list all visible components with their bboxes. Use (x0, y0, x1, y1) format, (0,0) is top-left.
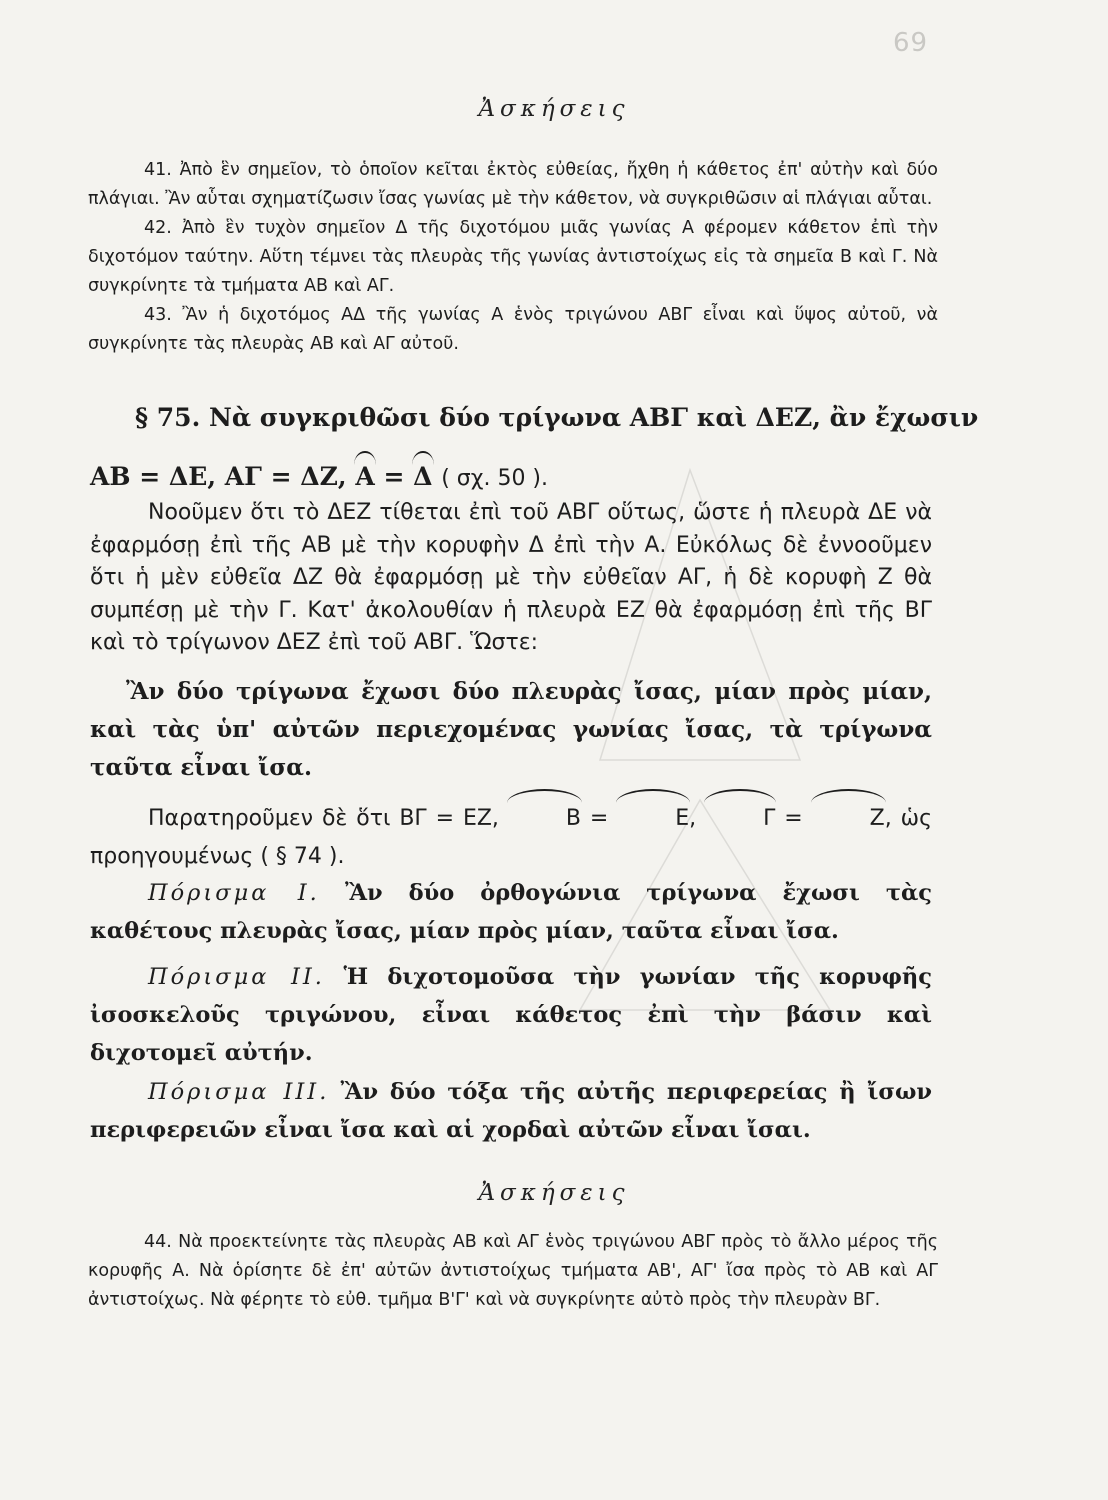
section-title: § 75. Νὰ συγκριθῶσι δύο τρίγωνα ΑΒΓ καὶ ΔΕΖ, ἂν ἔχωσιν (135, 403, 979, 432)
remark-end: , ὡς προηγουμένως ( § 74 ). (90, 806, 933, 869)
remark-text: Παρατηροῦμεν δὲ ὅτι ΒΓ = ΕΖ, Β = Ε, Γ = Ζ, ὡς προηγουμένως ( § 74 ). (90, 800, 932, 876)
angle-b: Β (508, 800, 581, 838)
corollary-statement: Ἂν δύο τόξα τῆς αὐτῆς περιφερείας ἢ ἴσων περιφερειῶν εἶναι ἴσα καὶ αἱ χορδαὶ αὐτῶν εἶναι ἴσαι. (90, 1079, 932, 1143)
exercises-list-2 (88, 1228, 938, 1315)
exercise-43: 43. Ἂν ἡ διχοτόμος ΑΔ τῆς γωνίας Α ἑνὸς τριγώνου ΑΒΓ εἶναι καὶ ὕψος αὐτοῦ, νὰ συγκρίνητε τὰς πλευρὰς ΑΒ καὶ ΑΓ αὐτοῦ. (88, 305, 938, 354)
exercise-44: 44. Νὰ προεκτείνητε τὰς πλευρὰς ΑΒ καὶ ΑΓ ἑνὸς τριγώνου ΑΒΓ πρὸς τὸ ἄλλο μέρος τῆς κορυφῆς Α. Νὰ ὁρίσητε δὲ ἐπ' αὐτῶν ἀντιστοίχως τμήματα ΑΒ', ΑΓ' ἴσα πρὸς τὸ ΑΒ καὶ ΑΓ ἀντιστοίχως. Νὰ φέρητε τὸ εὐθ. τμῆμα Β'Γ' καὶ νὰ συγκρίνητε αὐτὸ πρὸς τὴν πλευρὰν ΒΓ. (88, 1232, 938, 1310)
exercise-41: 41. Ἀπὸ ἓν σημεῖον, τὸ ὁποῖον κεῖται ἐκτὸς εὐθείας, ἤχθη ἡ κάθετος ἐπ' αὐτὴν καὶ δύο πλάγιαι. Ἂν αὗται σχηματίζωσιν ἴσας γωνίας μὲ τὴν κάθετον, νὰ συγκριθῶσιν αἱ πλάγιαι αὗται. (88, 160, 938, 209)
figure-reference: ( σχ. 50 ). (441, 466, 549, 491)
angle-z: Ζ (812, 800, 885, 838)
theorem-statement (90, 673, 932, 787)
proof-paragraph: Νοοῦμεν ὅτι τὸ ΔΕΖ τίθεται ἐπὶ τοῦ ΑΒΓ οὕτως, ὥστε ἡ πλευρὰ ΔΕ νὰ ἐφαρμόσῃ ἐπὶ τῆς ΑΒ μὲ τὴν κορυφὴν Δ ἐπὶ τὴν Α. Εὐκόλως δὲ ἐννοοῦμεν ὅτι ἡ μὲν εὐθεῖα ΔΖ θὰ ἐφαρμόσῃ μὲ τὴν εὐθεῖαν ΑΓ, ἡ δὲ κορυφὴ Ζ θὰ συμπέσῃ μὲ τὴν Γ. Κατ' ἀκολουθίαν ἡ πλευρὰ ΕΖ θὰ ἐφαρμόσῃ ἐπὶ τῆς ΒΓ καὶ τὸ τρίγωνον ΔΕΖ ἐπὶ τοῦ ΑΒΓ. Ὥστε: (90, 500, 932, 655)
corollary-label: Πόρισμα ΙΙ. (148, 964, 325, 990)
page-number: 69 (893, 28, 929, 58)
exercise-42: 42. Ἀπὸ ἓν τυχὸν σημεῖον Δ τῆς διχοτόμου μιᾶς γωνίας Α φέρομεν κάθετον ἐπὶ τὴν διχοτόμον ταύτην. Αὕτη τέμνει τὰς πλευρὰς τῆς γωνίας ἀντιστοίχως εἰς τὰ σημεῖα Β καὶ Γ. Νὰ συγκρίνητε τὰ τμήματα ΑΒ καὶ ΑΓ. (88, 218, 938, 296)
theorem-text: Ἂν δύο τρίγωνα ἔχωσι δύο πλευρὰς ἴσας, μίαν πρὸς μίαν, καὶ τὰς ὑπ' αὐτῶν περιεχομένας γωνίας ἴσας, τὰ τρίγωνα ταῦτα εἶναι ἴσα. (90, 678, 932, 781)
corollary-1 (90, 874, 932, 950)
corollary-label: Πόρισμα Ι. (148, 880, 320, 906)
hypothesis-sides: ΑΒ = ΔΕ, ΑΓ = ΔΖ, (90, 462, 347, 491)
angle-a: Α (355, 462, 375, 491)
hypothesis-line (90, 462, 548, 491)
remark (90, 800, 932, 876)
equals-sign: = (383, 462, 405, 491)
angle-e: Ε (617, 800, 689, 838)
remark-start: Παρατηροῦμεν δὲ ὅτι ΒΓ = ΕΖ, (148, 806, 499, 831)
proof-text (90, 497, 932, 660)
corollary-statement: Ἂν δύο ὀρθογώνια τρίγωνα ἔχωσι τὰς καθέτους πλευρὰς ἴσας, μίαν πρὸς μίαν, ταῦτα εἶναι ἴσα. (90, 880, 932, 944)
corollary-label: Πόρισμα ΙΙΙ. (148, 1079, 330, 1105)
exercises-heading: Ἀσκήσεις (478, 96, 630, 122)
corollary-3 (90, 1073, 932, 1149)
angle-g: Γ (705, 800, 775, 838)
corollary-2 (90, 958, 932, 1072)
corollary-statement: Ἡ διχοτομοῦσα τὴν γωνίαν τῆς κορυφῆς ἰσοσκελοῦς τριγώνου, εἶναι κάθετος ἐπὶ τὴν βάσιν καὶ διχοτομεῖ αὐτήν. (90, 964, 932, 1066)
angle-d: Δ (413, 462, 433, 491)
exercises-heading-2: Ἀσκήσεις (478, 1180, 630, 1206)
exercises-list (88, 156, 938, 359)
